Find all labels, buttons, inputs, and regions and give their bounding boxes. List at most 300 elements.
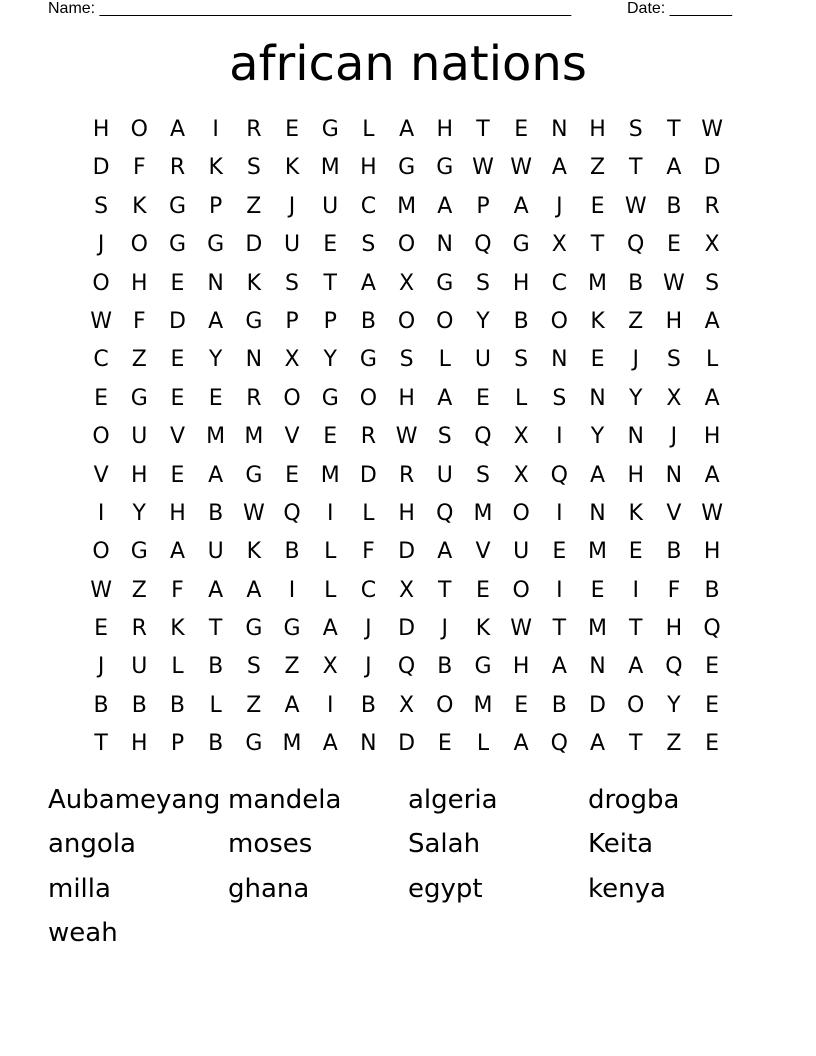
grid-letter: S bbox=[361, 232, 376, 258]
grid-letter: A bbox=[437, 539, 453, 565]
word-bank-item: Aubameyang bbox=[48, 785, 221, 815]
grid-letter: T bbox=[667, 117, 681, 142]
word-bank-item: mandela bbox=[228, 785, 342, 815]
grid-row bbox=[82, 687, 732, 725]
grid-letter: L bbox=[362, 117, 375, 142]
grid-letter: H bbox=[398, 385, 415, 411]
grid-letter: K bbox=[208, 155, 223, 181]
grid-letter: Z bbox=[131, 577, 147, 603]
grid-letter: M bbox=[206, 424, 226, 450]
grid-letter: D bbox=[398, 731, 416, 757]
grid-letter: A bbox=[590, 462, 606, 488]
grid-letter: U bbox=[131, 424, 148, 450]
grid-letter: L bbox=[705, 347, 719, 373]
grid-letter: T bbox=[552, 616, 567, 642]
grid-letter: I bbox=[632, 577, 639, 603]
grid-letter: L bbox=[438, 347, 451, 373]
grid-letter: X bbox=[399, 692, 415, 718]
grid-letter: G bbox=[168, 232, 186, 258]
grid-letter: A bbox=[437, 193, 453, 219]
grid-letter: J bbox=[556, 193, 563, 219]
grid-letter: X bbox=[704, 232, 720, 258]
grid-letter: A bbox=[360, 270, 376, 296]
grid-letter: O bbox=[436, 308, 454, 334]
grid-letter: B bbox=[360, 308, 376, 334]
grid-letter: X bbox=[322, 654, 338, 680]
grid-letter: Q bbox=[627, 232, 645, 258]
grid-letter: A bbox=[322, 616, 338, 642]
grid-letter: H bbox=[131, 462, 148, 488]
grid-letter: U bbox=[283, 232, 301, 258]
grid-letter: K bbox=[246, 539, 262, 565]
grid-letter: A bbox=[399, 117, 415, 142]
grid-letter: T bbox=[476, 117, 490, 142]
grid-letter: W bbox=[90, 308, 112, 334]
grid-letter: E bbox=[705, 654, 720, 680]
grid-letter: Q bbox=[550, 731, 568, 757]
grid-letter: G bbox=[398, 155, 416, 181]
grid-letter: R bbox=[246, 385, 262, 411]
grid-letter: J bbox=[670, 424, 678, 450]
grid-letter: G bbox=[436, 270, 454, 296]
grid-letter: E bbox=[208, 385, 223, 411]
grid-letter: S bbox=[705, 270, 720, 296]
grid-letter: P bbox=[209, 193, 223, 219]
grid-letter: I bbox=[212, 117, 219, 142]
grid-letter: U bbox=[322, 193, 339, 219]
grid-letter: W bbox=[510, 155, 533, 181]
grid-letter: O bbox=[92, 424, 110, 450]
grid-letter: E bbox=[170, 270, 185, 296]
grid-letter: Z bbox=[666, 731, 682, 757]
grid-letter: S bbox=[94, 193, 109, 219]
grid-letter: K bbox=[170, 616, 185, 642]
grid-letter: M bbox=[473, 692, 493, 718]
grid-letter: P bbox=[476, 193, 490, 219]
word-bank-item: Salah bbox=[408, 829, 481, 860]
word-bank-item: ghana bbox=[228, 873, 310, 904]
grid-letter: A bbox=[169, 117, 185, 142]
grid-letter: R bbox=[704, 193, 720, 219]
grid-letter: O bbox=[550, 308, 568, 334]
grid-letter: O bbox=[512, 577, 530, 603]
grid-letter: X bbox=[399, 577, 415, 603]
grid-letter: Q bbox=[474, 424, 492, 450]
grid-letter: B bbox=[551, 692, 567, 718]
grid-letter: E bbox=[323, 424, 338, 450]
grid-letter: B bbox=[208, 500, 224, 526]
grid-letter: H bbox=[92, 117, 110, 142]
grid-letter: Q bbox=[283, 500, 301, 526]
grid-letter: F bbox=[132, 308, 146, 334]
grid-letter: W bbox=[472, 155, 494, 181]
grid-letter: V bbox=[284, 424, 300, 450]
grid-letter: H bbox=[512, 654, 530, 680]
grid-letter: H bbox=[360, 155, 377, 181]
word-bank-item: egypt bbox=[408, 873, 483, 904]
grid-letter: A bbox=[513, 193, 529, 219]
grid-letter: J bbox=[288, 193, 296, 219]
grid-letter: S bbox=[399, 347, 414, 373]
grid-letter: H bbox=[436, 117, 454, 142]
grid-letter: G bbox=[512, 232, 530, 258]
grid-letter: W bbox=[663, 270, 685, 296]
grid-letter: L bbox=[324, 539, 337, 565]
grid-letter: Z bbox=[246, 193, 262, 219]
grid-letter: O bbox=[130, 232, 148, 258]
grid-letter: S bbox=[552, 385, 567, 411]
grid-letter: B bbox=[666, 539, 682, 565]
grid-letter: D bbox=[398, 616, 416, 642]
grid-letter: D bbox=[245, 232, 263, 258]
grid-letter: B bbox=[360, 692, 376, 718]
grid-letter: I bbox=[97, 500, 105, 526]
grid-letter: K bbox=[246, 270, 262, 296]
grid-letter: A bbox=[704, 308, 720, 334]
grid-letter: X bbox=[513, 462, 529, 488]
grid-letter: B bbox=[437, 654, 453, 680]
word-bank-item: drogba bbox=[588, 785, 680, 815]
grid-letter: Y bbox=[323, 347, 337, 373]
word-bank-item: angola bbox=[48, 829, 136, 860]
grid-letter: W bbox=[242, 500, 265, 526]
grid-letter: Y bbox=[132, 500, 146, 526]
grid-letter: E bbox=[590, 577, 605, 603]
grid-letter: L bbox=[324, 577, 337, 603]
grid-letter: E bbox=[705, 731, 720, 757]
grid-letter: K bbox=[590, 308, 605, 334]
grid-letter: F bbox=[132, 155, 146, 181]
grid-letter: D bbox=[703, 155, 721, 181]
grid-letter: U bbox=[436, 462, 453, 488]
grid-row bbox=[82, 533, 732, 571]
grid-letter: A bbox=[704, 385, 720, 411]
grid-letter: A bbox=[513, 731, 529, 757]
grid-letter: G bbox=[321, 385, 339, 411]
grid-letter: O bbox=[512, 500, 530, 526]
grid-letter: B bbox=[666, 193, 682, 219]
grid-letter: B bbox=[284, 539, 300, 565]
grid-letter: O bbox=[92, 270, 110, 296]
grid-letter: A bbox=[628, 654, 644, 680]
grid-letter: E bbox=[590, 347, 605, 373]
grid-letter: Z bbox=[246, 692, 262, 718]
grid-letter: S bbox=[285, 270, 300, 296]
grid-letter: K bbox=[475, 616, 491, 642]
grid-letter: L bbox=[209, 692, 222, 718]
grid-letter: O bbox=[283, 385, 301, 411]
grid-letter: O bbox=[397, 308, 416, 334]
grid-letter: X bbox=[284, 347, 300, 373]
grid-letter: B bbox=[513, 308, 529, 334]
grid-letter: H bbox=[512, 270, 530, 296]
word-bank-item: algeria bbox=[408, 785, 498, 815]
grid-row bbox=[82, 725, 732, 763]
grid-letter: A bbox=[208, 462, 224, 488]
grid-letter: K bbox=[284, 155, 300, 181]
grid-letter: Q bbox=[474, 232, 492, 258]
grid-letter: A bbox=[551, 654, 567, 680]
grid-letter: B bbox=[93, 692, 109, 718]
grid-letter: Y bbox=[667, 692, 681, 718]
word-bank-item: milla bbox=[48, 873, 111, 904]
grid-letter: Z bbox=[284, 654, 300, 680]
grid-letter: Y bbox=[476, 308, 490, 334]
grid-letter: Z bbox=[628, 308, 644, 334]
grid-letter: H bbox=[169, 500, 186, 526]
word-bank-item: moses bbox=[228, 829, 313, 860]
grid-letter: I bbox=[326, 692, 334, 718]
grid-letter: W bbox=[701, 500, 723, 526]
grid-letter: O bbox=[436, 692, 454, 718]
grid-letter: X bbox=[399, 270, 415, 296]
grid-letter: M bbox=[282, 731, 302, 757]
grid-letter: H bbox=[398, 500, 415, 526]
grid-letter: C bbox=[551, 270, 568, 296]
word-bank-item: kenya bbox=[588, 873, 666, 904]
grid-letter: M bbox=[588, 539, 608, 565]
word-bank-item: Keita bbox=[588, 829, 654, 860]
grid-letter: D bbox=[92, 155, 110, 181]
grid-letter: J bbox=[97, 654, 105, 680]
grid-letter: D bbox=[359, 462, 377, 488]
grid-letter: E bbox=[323, 232, 338, 258]
grid-letter: V bbox=[93, 462, 109, 488]
grid-letter: D bbox=[168, 308, 186, 334]
grid-row bbox=[82, 341, 732, 379]
grid-letter: X bbox=[551, 232, 567, 258]
grid-letter: I bbox=[556, 577, 563, 603]
grid-letter: R bbox=[246, 117, 262, 142]
grid-letter: T bbox=[628, 616, 643, 642]
grid-letter: I bbox=[556, 500, 563, 526]
grid-letter: X bbox=[666, 385, 682, 411]
grid-letter: Z bbox=[131, 347, 147, 373]
word-bank-item: weah bbox=[48, 917, 118, 948]
grid-letter: E bbox=[170, 385, 185, 411]
grid-letter: S bbox=[514, 347, 529, 373]
grid-letter: A bbox=[590, 731, 606, 757]
grid-letter: J bbox=[365, 654, 372, 680]
grid-letter: B bbox=[628, 270, 644, 296]
grid-letter: Q bbox=[436, 500, 454, 526]
grid-letter: J bbox=[632, 347, 639, 373]
letter-grid bbox=[82, 111, 732, 764]
grid-letter: H bbox=[703, 539, 721, 565]
grid-letter: P bbox=[170, 731, 185, 757]
grid-letter: V bbox=[666, 500, 682, 526]
grid-letter: G bbox=[474, 654, 492, 680]
worksheet-header bbox=[48, 0, 748, 20]
grid-letter: J bbox=[441, 616, 449, 642]
grid-letter: U bbox=[513, 539, 530, 565]
grid-letter: O bbox=[359, 385, 378, 411]
grid-letter: L bbox=[171, 654, 184, 680]
date-line: Date: _______ bbox=[627, 0, 732, 17]
grid-letter: A bbox=[322, 731, 338, 757]
grid-letter: G bbox=[436, 155, 454, 181]
grid-letter: N bbox=[360, 731, 377, 757]
grid-letter: Y bbox=[208, 347, 223, 373]
grid-letter: N bbox=[665, 462, 683, 488]
grid-letter: M bbox=[588, 616, 608, 642]
grid-letter: A bbox=[284, 692, 300, 718]
grid-letter: Y bbox=[590, 424, 605, 450]
grid-letter: C bbox=[360, 577, 377, 603]
grid-letter: E bbox=[705, 692, 720, 718]
grid-letter: H bbox=[131, 731, 148, 757]
grid-letter: T bbox=[628, 731, 643, 757]
grid-letter: M bbox=[244, 424, 264, 450]
grid-letter: O bbox=[92, 539, 110, 565]
grid-letter: T bbox=[590, 232, 605, 258]
grid-letter: T bbox=[323, 270, 337, 296]
grid-letter: F bbox=[362, 539, 375, 565]
grid-letter: H bbox=[665, 616, 683, 642]
grid-letter: W bbox=[510, 616, 533, 642]
grid-letter: N bbox=[589, 385, 606, 411]
grid-letter: M bbox=[473, 500, 493, 526]
grid-letter: E bbox=[514, 117, 529, 142]
grid-letter: A bbox=[208, 308, 224, 334]
grid-letter: S bbox=[437, 424, 452, 450]
grid-letter: N bbox=[245, 347, 263, 373]
grid-letter: S bbox=[246, 654, 261, 680]
grid-letter: M bbox=[397, 193, 417, 219]
grid-letter: H bbox=[665, 308, 683, 334]
grid-letter: R bbox=[360, 424, 377, 450]
grid-letter: R bbox=[169, 155, 186, 181]
grid-letter: Q bbox=[665, 654, 683, 680]
grid-letter: N bbox=[551, 347, 568, 373]
grid-letter: Q bbox=[397, 654, 416, 680]
grid-row bbox=[82, 610, 732, 648]
grid-letter: E bbox=[590, 193, 605, 219]
grid-letter: B bbox=[131, 692, 147, 718]
grid-letter: E bbox=[94, 616, 109, 642]
grid-letter: T bbox=[94, 731, 108, 757]
grid-letter: F bbox=[171, 577, 184, 603]
grid-letter: B bbox=[208, 731, 224, 757]
grid-letter: L bbox=[362, 500, 375, 526]
grid-letter: D bbox=[589, 692, 606, 718]
grid-letter: J bbox=[97, 232, 105, 258]
grid-letter: N bbox=[551, 117, 568, 142]
grid-letter: M bbox=[588, 270, 608, 296]
word-bank bbox=[48, 780, 768, 957]
grid-row bbox=[82, 149, 732, 187]
grid-letter: E bbox=[285, 462, 299, 488]
grid-letter: G bbox=[168, 193, 186, 219]
grid-letter: P bbox=[285, 308, 299, 334]
grid-letter: E bbox=[476, 385, 490, 411]
grid-row bbox=[82, 380, 732, 418]
grid-letter: G bbox=[130, 539, 148, 565]
grid-row bbox=[82, 418, 732, 456]
grid-letter: H bbox=[589, 117, 606, 142]
grid-letter: G bbox=[245, 731, 263, 757]
grid-letter: G bbox=[283, 616, 301, 642]
grid-letter: E bbox=[552, 539, 567, 565]
grid-row bbox=[82, 111, 732, 149]
name-line: Name: _____________________________________________________ bbox=[48, 0, 572, 17]
grid-letter: H bbox=[703, 424, 721, 450]
grid-letter: N bbox=[589, 654, 606, 680]
grid-letter: E bbox=[170, 347, 185, 373]
grid-letter: M bbox=[320, 462, 340, 488]
grid-letter: I bbox=[326, 500, 334, 526]
grid-letter: E bbox=[628, 539, 643, 565]
grid-row bbox=[82, 303, 732, 341]
grid-letter: N bbox=[436, 232, 454, 258]
grid-letter: Z bbox=[589, 155, 606, 181]
grid-row bbox=[82, 457, 732, 495]
grid-letter: T bbox=[438, 577, 452, 603]
grid-letter: E bbox=[170, 462, 185, 488]
page-title: african nations bbox=[229, 36, 587, 92]
grid-row bbox=[82, 265, 732, 303]
grid-letter: A bbox=[551, 155, 567, 181]
grid-letter: E bbox=[666, 232, 681, 258]
grid-letter: N bbox=[589, 500, 606, 526]
grid-row bbox=[82, 572, 732, 610]
grid-letter: S bbox=[246, 155, 261, 181]
grid-letter: G bbox=[207, 232, 225, 258]
grid-row bbox=[82, 226, 732, 264]
grid-letter: X bbox=[513, 424, 529, 450]
grid-letter: L bbox=[515, 385, 528, 411]
grid-letter: S bbox=[475, 270, 490, 296]
grid-letter: N bbox=[207, 270, 224, 296]
grid-letter: I bbox=[556, 424, 563, 450]
grid-row bbox=[82, 495, 732, 533]
grid-letter: T bbox=[628, 155, 643, 181]
grid-letter: G bbox=[321, 117, 339, 142]
grid-letter: B bbox=[169, 692, 186, 718]
grid-letter: O bbox=[130, 117, 148, 142]
grid-letter: W bbox=[701, 117, 723, 142]
grid-letter: V bbox=[475, 539, 491, 565]
grid-row bbox=[82, 648, 732, 686]
grid-row bbox=[82, 188, 732, 226]
grid-letter: A bbox=[169, 539, 185, 565]
grid-letter: L bbox=[476, 731, 490, 757]
grid-letter: A bbox=[208, 577, 224, 603]
grid-letter: E bbox=[514, 692, 529, 718]
grid-letter: P bbox=[323, 308, 337, 334]
grid-letter: H bbox=[627, 462, 644, 488]
grid-letter: H bbox=[131, 270, 148, 296]
grid-letter: O bbox=[627, 692, 645, 718]
grid-letter: E bbox=[476, 577, 490, 603]
grid-letter: U bbox=[131, 654, 148, 680]
grid-letter: C bbox=[360, 193, 377, 219]
grid-letter: U bbox=[207, 539, 224, 565]
grid-letter: T bbox=[208, 616, 223, 642]
grid-letter: B bbox=[704, 577, 720, 603]
grid-letter: W bbox=[624, 193, 647, 219]
grid-letter: G bbox=[245, 462, 263, 488]
grid-letter: S bbox=[475, 462, 490, 488]
grid-letter: N bbox=[627, 424, 644, 450]
grid-letter: S bbox=[628, 117, 643, 142]
grid-letter: W bbox=[90, 577, 112, 603]
grid-letter: Q bbox=[550, 462, 568, 488]
grid-letter: K bbox=[628, 500, 643, 526]
grid-letter: K bbox=[132, 193, 147, 219]
grid-letter: G bbox=[245, 616, 263, 642]
grid-letter: Q bbox=[703, 616, 721, 642]
